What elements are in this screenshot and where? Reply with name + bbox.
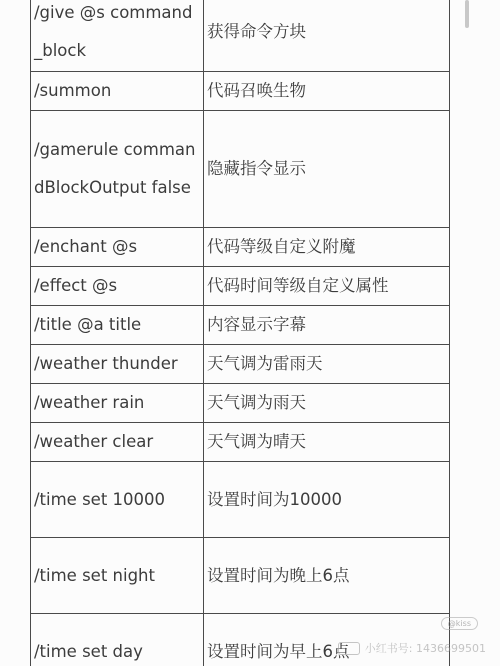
command-cell: /time set day xyxy=(31,614,204,666)
command-cell: /weather rain xyxy=(31,384,204,423)
command-cell: /time set 10000 xyxy=(31,462,204,538)
description-cell: 代码时间等级自定义属性 xyxy=(204,267,450,306)
description-cell: 设置时间为晚上6点 xyxy=(204,538,450,614)
command-table xyxy=(30,0,450,666)
description-cell: 天气调为雨天 xyxy=(204,384,450,423)
command-cell: /weather clear xyxy=(31,423,204,462)
description-cell: 隐藏指令显示 xyxy=(204,111,450,228)
command-cell: /summon xyxy=(31,72,204,111)
table-row xyxy=(31,384,450,423)
watermark xyxy=(338,640,486,656)
table-row xyxy=(31,423,450,462)
table-row xyxy=(31,228,450,267)
description-cell: 设置时间为早上6点 xyxy=(204,614,450,666)
table-row xyxy=(31,462,450,538)
table-row xyxy=(31,72,450,111)
description-cell: 设置时间为10000 xyxy=(204,462,450,538)
watermark-badge: @kiss xyxy=(441,617,478,630)
command-cell: /weather thunder xyxy=(31,345,204,384)
description-cell: 天气调为雷雨天 xyxy=(204,345,450,384)
table-row xyxy=(31,267,450,306)
description-cell: 代码等级自定义附魔 xyxy=(204,228,450,267)
command-cell: /give @s command_block xyxy=(31,0,204,72)
watermark-text: 小红书号: 1436699501 xyxy=(364,642,486,655)
description-cell: 内容显示字幕 xyxy=(204,306,450,345)
description-cell: 天气调为晴天 xyxy=(204,423,450,462)
description-cell: 获得命令方块 xyxy=(204,0,450,72)
command-cell: /enchant @s xyxy=(31,228,204,267)
description-cell: 代码召唤生物 xyxy=(204,72,450,111)
command-cell: /time set night xyxy=(31,538,204,614)
xiaohongshu-logo-icon xyxy=(338,642,360,655)
table-row xyxy=(31,345,450,384)
scrollbar-thumb[interactable] xyxy=(465,0,469,28)
table-row xyxy=(31,111,450,228)
table-row xyxy=(31,0,450,72)
vertical-scrollbar[interactable] xyxy=(465,0,471,28)
table-row xyxy=(31,306,450,345)
command-cell: /effect @s xyxy=(31,267,204,306)
table-row xyxy=(31,538,450,614)
command-cell: /title @a title xyxy=(31,306,204,345)
command-cell: /gamerule commandBlockOutput false xyxy=(31,111,204,228)
